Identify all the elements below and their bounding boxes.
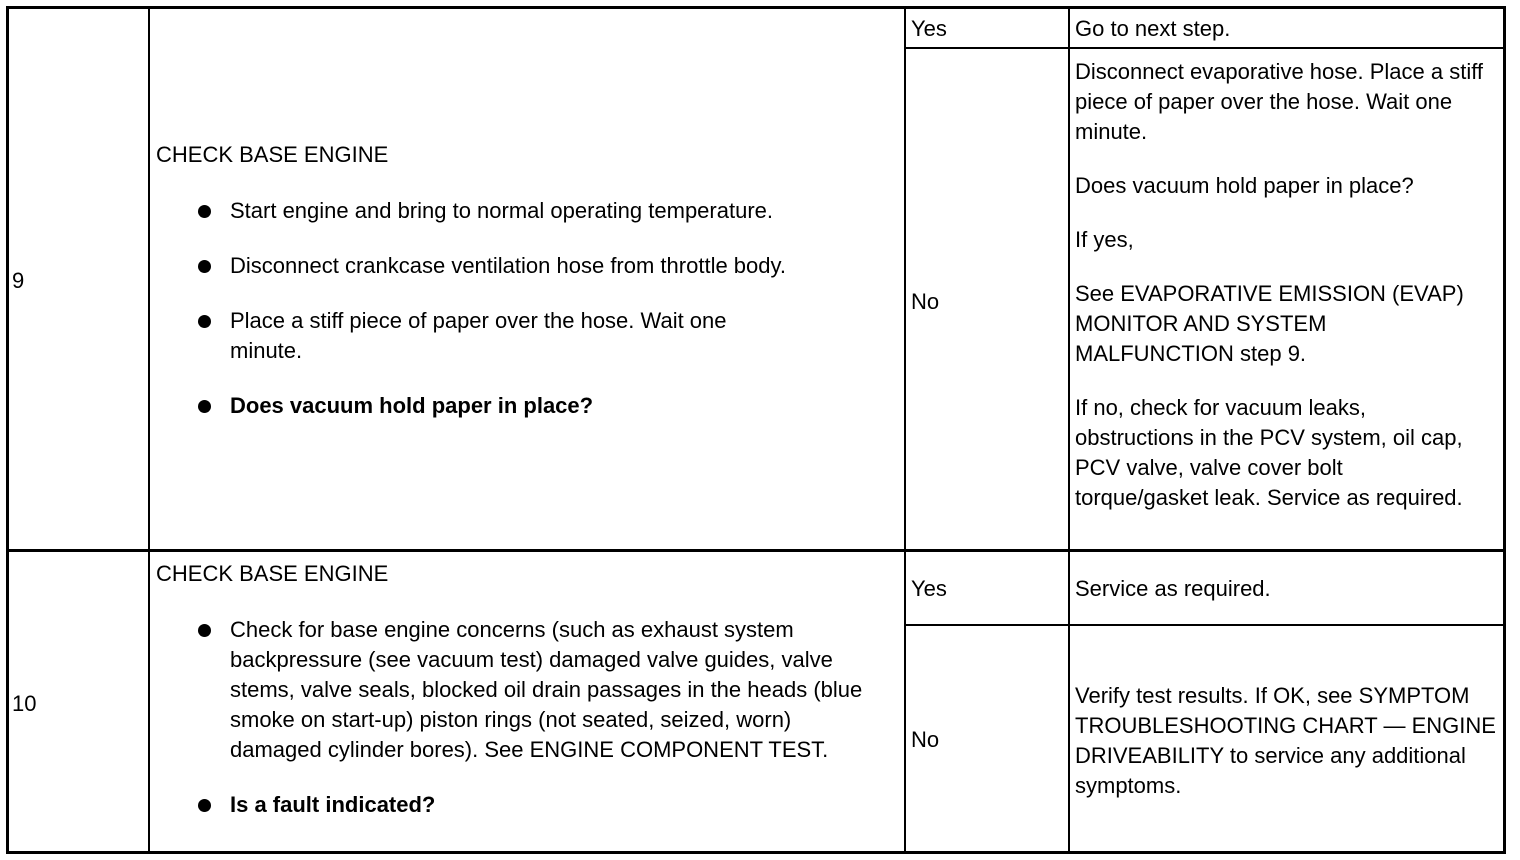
result-paragraph: Does vacuum hold paper in place? bbox=[1075, 173, 1414, 198]
instruction-list bbox=[156, 615, 876, 845]
no-label: No bbox=[911, 727, 940, 752]
list-item: Start engine and bring to normal operating temperature. bbox=[156, 196, 876, 226]
list-item-question: Is a fault indicated? bbox=[156, 790, 876, 820]
column-divider bbox=[1068, 6, 1070, 854]
yes-label: Yes bbox=[911, 16, 947, 41]
list-item: Place a stiff piece of paper over the hose. Wait one minute. bbox=[156, 306, 790, 366]
list-item-question: Does vacuum hold paper in place? bbox=[156, 391, 876, 421]
step-number: 10 bbox=[12, 691, 37, 716]
step-title: CHECK BASE ENGINE bbox=[156, 561, 389, 586]
row-divider bbox=[6, 549, 1506, 552]
yes-result: Service as required. bbox=[1075, 576, 1271, 601]
list-item: Disconnect crankcase ventilation hose from throttle body. bbox=[156, 251, 876, 281]
column-divider bbox=[904, 6, 906, 854]
answer-divider bbox=[904, 47, 1506, 49]
step-number: 9 bbox=[12, 268, 25, 293]
no-result: Verify test results. If OK, see SYMPTOM TROUBLESHOOTING CHART — ENGINE DRIVEABILITY to service any additional symptoms. bbox=[1075, 683, 1496, 798]
answer-divider bbox=[904, 624, 1506, 626]
list-item: Check for base engine concerns (such as exhaust system backpressure (see vacuum test) damaged valve guides, valve stems, valve seals, blocked oil drain passages in the heads (blue smoke on start-up) piston rings (not seated, seized, worn) damaged cylinder bores). See ENGINE COMPONENT TEST. bbox=[156, 615, 880, 765]
result-paragraph: Disconnect evaporative hose. Place a stiff piece of paper over the hose. Wait one minute. bbox=[1075, 59, 1484, 144]
result-paragraph: If yes, bbox=[1075, 227, 1134, 252]
yes-label: Yes bbox=[911, 576, 947, 601]
instruction-list bbox=[156, 196, 876, 446]
no-label: No bbox=[911, 289, 940, 314]
result-paragraph: See EVAPORATIVE EMISSION (EVAP) MONITOR AND SYSTEM MALFUNCTION step 9. bbox=[1075, 281, 1464, 366]
column-divider bbox=[148, 6, 150, 854]
result-paragraph: If no, check for vacuum leaks, obstructions in the PCV system, oil cap, PCV valve, valve cover bolt torque/gasket leak. Service as required. bbox=[1075, 395, 1463, 510]
yes-result: Go to next step. bbox=[1075, 16, 1231, 41]
step-title: CHECK BASE ENGINE bbox=[156, 142, 389, 167]
no-result bbox=[1075, 57, 1500, 513]
